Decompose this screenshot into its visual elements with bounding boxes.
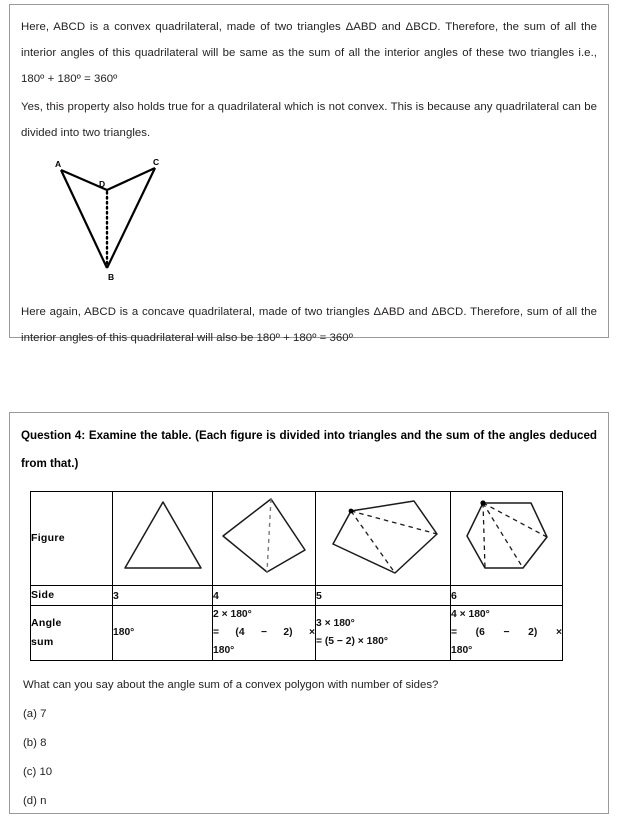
row-label-angle-sum-line2: sum	[31, 636, 54, 648]
vertex-label-d: D	[99, 179, 106, 189]
question-prompt: What can you say about the angle sum of a convex polygon with number of sides?	[23, 679, 439, 691]
angle-sum-3-line-1: = (6 − 2) ×	[451, 627, 562, 638]
angle-sum-2-line-0: 3 × 180°	[316, 618, 355, 629]
angle-sum-0-line-0: 180°	[113, 627, 135, 638]
table-row-figure	[31, 492, 563, 586]
angle-sum-3-line-2: 180°	[451, 645, 473, 656]
option-c[interactable]: (c) 10	[23, 766, 53, 778]
vertex-label-c: C	[153, 157, 160, 167]
row-label-figure: Figure	[31, 492, 113, 586]
option-b[interactable]: (b) 8	[23, 737, 47, 749]
option-d[interactable]: (d) n	[23, 795, 47, 807]
angle-sum-cell-1	[213, 606, 316, 661]
quadrilateral-icon	[217, 492, 312, 580]
convex-explanation-paragraph: Here, ABCD is a convex quadrilateral, made of two triangles ΔABD and ΔBCD. Therefore, the sum of all the interior angles of this quadrilateral will be same as the sum of all the interior angles of these two triangles i.e., 180º + 180º = 360º	[21, 21, 597, 85]
option-a[interactable]: (a) 7	[23, 708, 47, 720]
nonconvex-explanation-paragraph: Yes, this property also holds true for a quadrilateral which is not convex. This is because any quadrilateral can be divided into two triangles.	[21, 101, 597, 139]
triangle-icon	[117, 492, 209, 580]
row-label-side: Side	[31, 586, 113, 606]
angle-sum-1-line-0: 2 × 180°	[213, 609, 252, 620]
angle-sum-1-line-2: 180°	[213, 645, 235, 656]
angle-sum-cell-0	[113, 606, 213, 661]
angle-sum-cell-3	[451, 606, 563, 661]
table-row-side	[31, 586, 563, 606]
figure-cell-quadrilateral	[213, 492, 316, 586]
angle-sum-cell-2	[316, 606, 451, 661]
table-row-angle-sum	[31, 606, 563, 661]
concave-explanation-paragraph: Here again, ABCD is a concave quadrilateral, made of two triangles ΔABD and ΔBCD. Therefore, sum of all the interior angles of this quadrilateral will also be 180º + 180º = 360º	[21, 306, 597, 344]
side-value-3: 6	[451, 586, 563, 606]
pentagon-icon	[321, 492, 445, 580]
side-value-0: 3	[113, 586, 213, 606]
question-and-options	[23, 672, 597, 815]
explanation-panel	[9, 4, 609, 344]
row-label-angle-sum-line1: Angle	[31, 617, 62, 629]
side-value-2: 5	[316, 586, 451, 606]
angle-sum-2-line-1: = (5 − 2) × 180°	[316, 636, 388, 647]
question-panel	[9, 412, 609, 814]
vertex-label-a: A	[55, 159, 62, 169]
angle-sum-1-line-1: = (4 − 2) ×	[213, 627, 315, 638]
figure-cell-hexagon	[451, 492, 563, 586]
figure-cell-pentagon	[316, 492, 451, 586]
side-value-1: 4	[213, 586, 316, 606]
question-heading: Question 4: Examine the table. (Each figure is divided into triangles and the sum of the angles deduced from that.)	[21, 429, 597, 470]
concave-quadrilateral-figure	[39, 156, 199, 284]
hexagon-icon	[457, 492, 557, 580]
angle-sum-table	[30, 491, 563, 661]
angle-sum-3-line-0: 4 × 180°	[451, 609, 490, 620]
figure-cell-triangle	[113, 492, 213, 586]
vertex-label-b: B	[108, 272, 115, 282]
row-label-angle-sum	[31, 606, 113, 661]
